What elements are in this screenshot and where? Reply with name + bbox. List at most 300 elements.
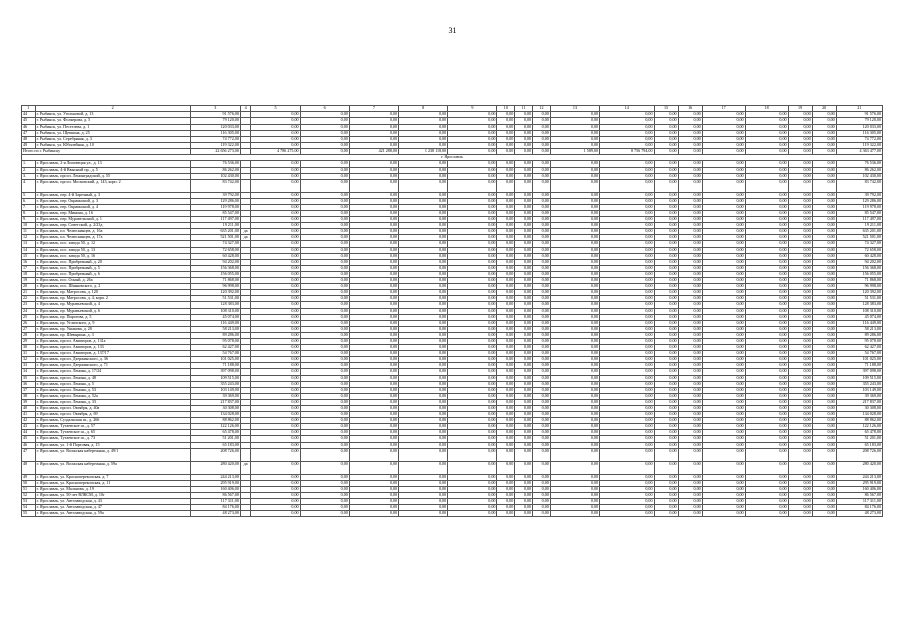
- value-cell: 0,00: [550, 179, 599, 192]
- value-cell: 0,00: [251, 320, 300, 326]
- total-cost-cell: 19 211,00: [190, 223, 240, 229]
- value-cell: 0,00: [515, 136, 533, 142]
- address-cell: г. Ярославль, пр. Матросова, д. 4, корп. 2: [35, 296, 190, 302]
- value-cell: 0,00: [497, 375, 515, 381]
- value-cell: 0,00: [251, 296, 300, 302]
- value-cell: 0,00: [300, 265, 349, 271]
- value-cell: 0,00: [300, 296, 349, 302]
- total-cost-cell: 101 025,00: [836, 357, 882, 363]
- value-cell: 0,00: [600, 296, 654, 302]
- value-cell: 0,00: [497, 271, 515, 277]
- total-cost-cell: 160 406,00: [190, 486, 240, 492]
- total-cost-cell: 355 243,00: [190, 381, 240, 387]
- value-cell: 0,00: [399, 308, 448, 314]
- address-cell: г. Ярославль, ул. Волжская набережная, д. 59а: [35, 461, 190, 474]
- value-cell: 0,00: [745, 179, 788, 192]
- total-cost-cell: 129 286,00: [190, 198, 240, 204]
- subtotal-cell: 0,00: [515, 148, 533, 154]
- value-cell: 0,00: [497, 296, 515, 302]
- value-cell: 0,00: [251, 314, 300, 320]
- address-cell: г. Ярославль, пер. 4-й Заречный, д. 3: [35, 192, 190, 198]
- value-cell: 0,00: [497, 161, 515, 167]
- value-cell: 0,00: [251, 136, 300, 142]
- value-cell: 0,00: [300, 406, 349, 412]
- value-cell: 0,00: [654, 418, 678, 424]
- value-cell: 0,00: [654, 247, 678, 253]
- value-cell: 0,00: [300, 211, 349, 217]
- value-cell: 0,00: [678, 271, 702, 277]
- value-cell: 0,00: [788, 253, 812, 259]
- address-cell: г. Ярославль, пр. Шевырина, д. 3: [35, 332, 190, 338]
- value-cell: 0,00: [349, 229, 398, 235]
- value-cell: 0,00: [678, 314, 702, 320]
- value-cell: 0,00: [533, 511, 551, 517]
- value-cell: 0,00: [349, 142, 398, 148]
- value-cell: 0,00: [448, 247, 497, 253]
- value-cell: 0,00: [399, 399, 448, 405]
- subtotal-cell: 1 589,00: [550, 148, 599, 154]
- value-cell: 0,00: [600, 259, 654, 265]
- address-cell: г. Ярославль, просп. Ленина, д. 33: [35, 399, 190, 405]
- value-cell: 0,00: [349, 198, 398, 204]
- total-cost-cell: 156 368,00: [190, 265, 240, 271]
- value-cell: 0,00: [399, 474, 448, 480]
- value-cell: 0,00: [399, 198, 448, 204]
- value-cell: 0,00: [533, 393, 551, 399]
- value-cell: 0,00: [515, 130, 533, 136]
- value-cell: 0,00: [533, 290, 551, 296]
- value-cell: 0,00: [251, 345, 300, 351]
- value-cell: 0,00: [497, 130, 515, 136]
- row-number-cell: 6.: [22, 198, 36, 204]
- value-cell: 0,00: [399, 192, 448, 198]
- total-cost-cell: 119 978,00: [190, 204, 240, 210]
- value-cell: 0,00: [497, 241, 515, 247]
- value-cell: 0,00: [678, 198, 702, 204]
- value-cell: 0,00: [349, 179, 398, 192]
- value-cell: 0,00: [678, 393, 702, 399]
- value-cell: 0,00: [300, 247, 349, 253]
- value-cell: 0,00: [533, 418, 551, 424]
- value-cell: 0,00: [300, 241, 349, 247]
- value-cell: 0,00: [654, 271, 678, 277]
- value-cell: 0,00: [702, 486, 745, 492]
- value-cell: 0,00: [533, 167, 551, 173]
- value-cell: 0,00: [654, 430, 678, 436]
- value-cell: 0,00: [349, 375, 398, 381]
- value-cell: 0,00: [550, 326, 599, 332]
- value-cell: 0,00: [678, 235, 702, 241]
- total-cost-cell: 39 792,00: [836, 192, 882, 198]
- total-cost-cell: 120 033,00: [836, 124, 882, 130]
- value-cell: 0,00: [788, 290, 812, 296]
- value-cell: 0,00: [812, 204, 836, 210]
- value-cell: 0,00: [515, 211, 533, 217]
- value-cell: 0,00: [745, 229, 788, 235]
- subtotal-cell: 4 363 477,00: [836, 148, 882, 154]
- value-cell: 0,00: [745, 424, 788, 430]
- value-cell: 0,00: [788, 314, 812, 320]
- value-cell: 0,00: [702, 192, 745, 198]
- flag-cell: [240, 511, 250, 517]
- value-cell: 0,00: [515, 320, 533, 326]
- value-cell: 0,00: [550, 430, 599, 436]
- address-cell: г. Рыбинск, ул. Серебряная, д. 3: [35, 136, 190, 142]
- total-cost-cell: 280 420,00: [836, 461, 882, 474]
- value-cell: 0,00: [533, 265, 551, 271]
- value-cell: 0,00: [788, 511, 812, 517]
- value-cell: 0,00: [654, 142, 678, 148]
- total-cost-cell: 71 868,00: [836, 278, 882, 284]
- value-cell: 0,00: [515, 265, 533, 271]
- value-cell: 0,00: [678, 211, 702, 217]
- row-number-cell: 21: [22, 290, 36, 296]
- value-cell: 0,00: [448, 326, 497, 332]
- value-cell: 0,00: [399, 492, 448, 498]
- value-cell: 0,00: [600, 381, 654, 387]
- value-cell: 0,00: [678, 406, 702, 412]
- value-cell: 0,00: [788, 424, 812, 430]
- value-cell: 0,00: [678, 296, 702, 302]
- value-cell: 0,00: [300, 505, 349, 511]
- value-cell: 0,00: [654, 136, 678, 142]
- value-cell: 0,00: [497, 217, 515, 223]
- total-cost-cell: 116 305,00: [190, 130, 240, 136]
- value-cell: 0,00: [600, 448, 654, 461]
- subtotal-cell: 0,00: [702, 148, 745, 154]
- value-cell: 0,00: [497, 442, 515, 448]
- value-cell: 0,00: [515, 375, 533, 381]
- value-cell: 0,00: [812, 217, 836, 223]
- value-cell: 0,00: [300, 130, 349, 136]
- value-cell: 0,00: [515, 442, 533, 448]
- value-cell: 0,00: [788, 492, 812, 498]
- value-cell: 0,00: [654, 320, 678, 326]
- value-cell: 0,00: [812, 136, 836, 142]
- total-cost-cell: 355 243,00: [836, 381, 882, 387]
- value-cell: 0,00: [251, 179, 300, 192]
- value-cell: 0,00: [745, 406, 788, 412]
- value-cell: 0,00: [678, 130, 702, 136]
- value-cell: 0,00: [745, 412, 788, 418]
- value-cell: 0,00: [654, 393, 678, 399]
- value-cell: 0,00: [515, 217, 533, 223]
- value-cell: 0,00: [702, 418, 745, 424]
- value-cell: 0,00: [515, 492, 533, 498]
- column-number-cell: 3: [190, 106, 240, 112]
- value-cell: 0,00: [812, 290, 836, 296]
- value-cell: 0,00: [600, 161, 654, 167]
- value-cell: 0,00: [550, 235, 599, 241]
- flag-cell: [240, 179, 250, 192]
- subtotal-cell: 8 756 794,00: [600, 148, 654, 154]
- total-cost-cell: 116 449,00: [190, 320, 240, 326]
- value-cell: 0,00: [497, 505, 515, 511]
- value-cell: 0,00: [251, 418, 300, 424]
- row-number-cell: 52: [22, 492, 36, 498]
- value-cell: 0,00: [497, 229, 515, 235]
- row-number-cell: 49: [22, 142, 36, 148]
- value-cell: 0,00: [678, 247, 702, 253]
- value-cell: 0,00: [515, 235, 533, 241]
- value-cell: 0,00: [251, 326, 300, 332]
- total-cost-cell: 65 478,00: [836, 430, 882, 436]
- value-cell: 0,00: [678, 223, 702, 229]
- value-cell: 0,00: [550, 436, 599, 442]
- value-cell: 0,00: [600, 223, 654, 229]
- value-cell: 0,00: [533, 198, 551, 204]
- total-cost-cell: 103 149,00: [190, 387, 240, 393]
- value-cell: 0,00: [399, 204, 448, 210]
- capital-repair-table: [21, 105, 883, 517]
- value-cell: 0,00: [399, 326, 448, 332]
- value-cell: 0,00: [812, 363, 836, 369]
- value-cell: 0,00: [600, 357, 654, 363]
- value-cell: 0,00: [300, 381, 349, 387]
- column-number-cell: 14: [600, 106, 654, 112]
- total-cost-cell: 39 792,00: [190, 192, 240, 198]
- value-cell: 0,00: [300, 418, 349, 424]
- value-cell: 0,00: [654, 436, 678, 442]
- table-row: [22, 511, 883, 517]
- address-cell: г. Ярославль, пр. Ушакова, д. 20: [35, 326, 190, 332]
- total-cost-cell: 117 311,00: [836, 499, 882, 505]
- value-cell: 0,00: [515, 436, 533, 442]
- value-cell: 0,00: [448, 284, 497, 290]
- total-cost-cell: 117 497,00: [836, 217, 882, 223]
- value-cell: 0,00: [550, 499, 599, 505]
- value-cell: 0,00: [550, 271, 599, 277]
- value-cell: 0,00: [349, 480, 398, 486]
- total-cost-cell: 128 383,00: [190, 302, 240, 308]
- total-cost-cell: 65 478,00: [190, 430, 240, 436]
- value-cell: 0,00: [678, 278, 702, 284]
- value-cell: 0,00: [349, 345, 398, 351]
- value-cell: 0,00: [515, 474, 533, 480]
- value-cell: 0,00: [497, 223, 515, 229]
- column-number-cell: 17: [702, 106, 745, 112]
- value-cell: 0,00: [515, 241, 533, 247]
- total-cost-cell: 48 273,00: [836, 511, 882, 517]
- value-cell: 0,00: [550, 511, 599, 517]
- value-cell: 0,00: [300, 363, 349, 369]
- value-cell: 0,00: [550, 442, 599, 448]
- value-cell: 0,00: [515, 192, 533, 198]
- value-cell: 0,00: [515, 505, 533, 511]
- value-cell: 0,00: [399, 345, 448, 351]
- total-cost-cell: 244 213,00: [190, 474, 240, 480]
- value-cell: 0,00: [399, 357, 448, 363]
- value-cell: 0,00: [349, 363, 398, 369]
- value-cell: 0,00: [550, 198, 599, 204]
- value-cell: 0,00: [399, 393, 448, 399]
- value-cell: 0,00: [399, 179, 448, 192]
- value-cell: 0,00: [251, 112, 300, 118]
- total-cost-cell: 102 430,00: [836, 173, 882, 179]
- value-cell: 0,00: [654, 118, 678, 124]
- value-cell: 0,00: [812, 130, 836, 136]
- value-cell: 0,00: [788, 241, 812, 247]
- value-cell: 0,00: [300, 338, 349, 344]
- value-cell: 0,00: [654, 296, 678, 302]
- value-cell: 0,00: [550, 302, 599, 308]
- row-number-cell: 10: [22, 223, 36, 229]
- address-cell: г. Рыбинск, ул. Пестелева, д. 1: [35, 124, 190, 130]
- value-cell: 0,00: [702, 217, 745, 223]
- value-cell: 0,00: [399, 375, 448, 381]
- address-cell: г. Ярославль, пос. Прибрежный, д. 20: [35, 259, 190, 265]
- value-cell: 0,00: [399, 320, 448, 326]
- value-cell: 0,00: [251, 430, 300, 436]
- value-cell: 0,00: [448, 229, 497, 235]
- value-cell: 0,00: [515, 229, 533, 235]
- value-cell: 0,00: [251, 124, 300, 130]
- total-cost-cell: 94 202,00: [836, 259, 882, 265]
- value-cell: 0,00: [812, 332, 836, 338]
- column-number-cell: 8: [399, 106, 448, 112]
- value-cell: 0,00: [497, 112, 515, 118]
- value-cell: 0,00: [300, 492, 349, 498]
- value-cell: 0,00: [533, 302, 551, 308]
- value-cell: 0,00: [349, 399, 398, 405]
- value-cell: 0,00: [654, 461, 678, 474]
- value-cell: 0,00: [349, 418, 398, 424]
- flag-cell: да: [240, 461, 250, 474]
- value-cell: 0,00: [745, 369, 788, 375]
- value-cell: 0,00: [251, 436, 300, 442]
- value-cell: 0,00: [702, 436, 745, 442]
- total-cost-cell: 109 515,00: [190, 375, 240, 381]
- total-cost-cell: 244 213,00: [836, 474, 882, 480]
- total-cost-cell: 120 392,00: [190, 290, 240, 296]
- value-cell: 0,00: [654, 130, 678, 136]
- flag-cell: [240, 448, 250, 461]
- value-cell: 0,00: [600, 211, 654, 217]
- value-cell: 0,00: [251, 424, 300, 430]
- row-number-cell: 53: [22, 499, 36, 505]
- value-cell: 0,00: [349, 486, 398, 492]
- value-cell: 0,00: [702, 161, 745, 167]
- value-cell: 0,00: [812, 211, 836, 217]
- value-cell: 0,00: [788, 406, 812, 412]
- value-cell: 0,00: [550, 412, 599, 418]
- total-cost-cell: 217 837,00: [190, 399, 240, 405]
- value-cell: 0,00: [788, 461, 812, 474]
- value-cell: 0,00: [399, 161, 448, 167]
- total-cost-cell: 60 428,00: [836, 253, 882, 259]
- address-cell: г. Ярославль, пер. Муравельский, д. 1: [35, 217, 190, 223]
- value-cell: 0,00: [654, 278, 678, 284]
- value-cell: 0,00: [600, 278, 654, 284]
- value-cell: 0,00: [788, 474, 812, 480]
- row-number-cell: 50: [22, 480, 36, 486]
- value-cell: 0,00: [497, 480, 515, 486]
- value-cell: 0,00: [702, 387, 745, 393]
- value-cell: 0,00: [600, 406, 654, 412]
- value-cell: 0,00: [600, 112, 654, 118]
- value-cell: 0,00: [349, 499, 398, 505]
- value-cell: 0,00: [300, 229, 349, 235]
- value-cell: 0,00: [497, 290, 515, 296]
- value-cell: 0,00: [550, 124, 599, 130]
- value-cell: 0,00: [812, 247, 836, 253]
- value-cell: 0,00: [515, 296, 533, 302]
- value-cell: 0,00: [497, 332, 515, 338]
- value-cell: 0,00: [678, 505, 702, 511]
- address-cell: г. Рыбинск, ул. Фолкерова, д. 5: [35, 118, 190, 124]
- value-cell: 0,00: [515, 161, 533, 167]
- value-cell: 0,00: [448, 381, 497, 387]
- total-cost-cell: 160 406,00: [836, 486, 882, 492]
- total-cost-cell: 86 262,00: [190, 167, 240, 173]
- row-number-cell: 47: [22, 130, 36, 136]
- subtotal-cell: 421 288,00: [349, 148, 398, 154]
- value-cell: 0,00: [349, 223, 398, 229]
- value-cell: 0,00: [399, 253, 448, 259]
- value-cell: 0,00: [399, 480, 448, 486]
- value-cell: 0,00: [600, 198, 654, 204]
- row-number-cell: 20: [22, 284, 36, 290]
- value-cell: 0,00: [678, 418, 702, 424]
- value-cell: 0,00: [745, 474, 788, 480]
- value-cell: 0,00: [349, 448, 398, 461]
- value-cell: 0,00: [497, 357, 515, 363]
- total-cost-cell: 116 305,00: [836, 130, 882, 136]
- value-cell: 0,00: [515, 424, 533, 430]
- value-cell: 0,00: [550, 424, 599, 430]
- table-row: [22, 179, 883, 192]
- total-cost-cell: 62 427,00: [190, 345, 240, 351]
- value-cell: 0,00: [448, 424, 497, 430]
- total-cost-cell: 58 213,00: [836, 326, 882, 332]
- value-cell: 0,00: [812, 253, 836, 259]
- value-cell: 0,00: [812, 442, 836, 448]
- value-cell: 0,00: [533, 320, 551, 326]
- value-cell: 0,00: [497, 308, 515, 314]
- value-cell: 0,00: [702, 375, 745, 381]
- value-cell: 0,00: [812, 499, 836, 505]
- value-cell: 0,00: [788, 430, 812, 436]
- value-cell: 0,00: [550, 204, 599, 210]
- value-cell: 0,00: [812, 345, 836, 351]
- value-cell: 0,00: [448, 167, 497, 173]
- value-cell: 0,00: [788, 499, 812, 505]
- total-cost-cell: 86 567,00: [190, 492, 240, 498]
- value-cell: 0,00: [745, 357, 788, 363]
- value-cell: 0,00: [399, 136, 448, 142]
- value-cell: 0,00: [600, 418, 654, 424]
- value-cell: 0,00: [550, 259, 599, 265]
- value-cell: 0,00: [251, 204, 300, 210]
- value-cell: 0,00: [812, 424, 836, 430]
- value-cell: 0,00: [788, 142, 812, 148]
- value-cell: 0,00: [702, 412, 745, 418]
- value-cell: 0,00: [399, 302, 448, 308]
- value-cell: 0,00: [300, 278, 349, 284]
- value-cell: 0,00: [251, 511, 300, 517]
- value-cell: 0,00: [399, 271, 448, 277]
- value-cell: 0,00: [678, 320, 702, 326]
- value-cell: 0,00: [349, 351, 398, 357]
- address-cell: г. Ярославль, просп. Авиаторов, д. 133: [35, 345, 190, 351]
- value-cell: 0,00: [251, 387, 300, 393]
- value-cell: 0,00: [788, 198, 812, 204]
- value-cell: 0,00: [300, 399, 349, 405]
- value-cell: 0,00: [448, 351, 497, 357]
- address-cell: г. Ярославль, ул. Красноперекопская, д. 7: [35, 474, 190, 480]
- value-cell: 0,00: [600, 369, 654, 375]
- value-cell: 0,00: [550, 142, 599, 148]
